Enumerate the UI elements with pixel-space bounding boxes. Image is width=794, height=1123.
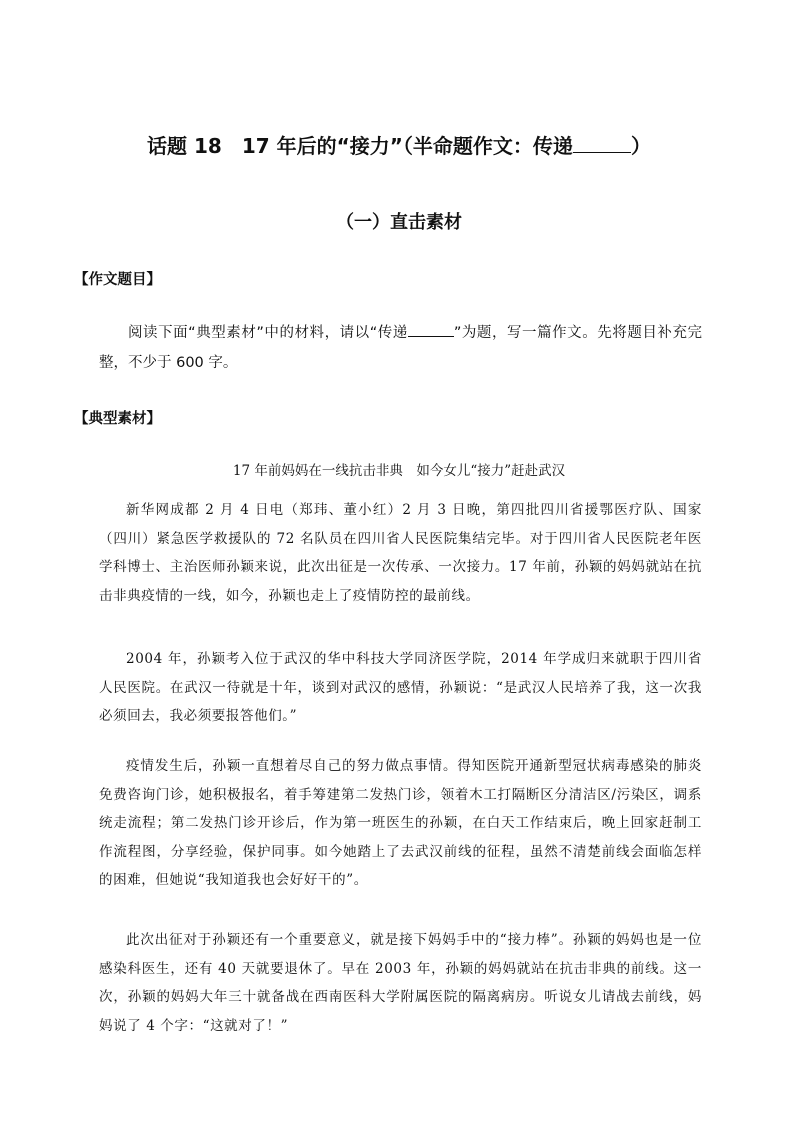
article-title: 17 年前妈妈在一线抗击非典 如今女儿“接力”赶赴武汉 (232, 463, 566, 479)
article-paragraph: 2004 年，孙颖考入位于武汉的华中科技大学同济医学院，2014 年学成归来就职于四川省人民医院。在武汉一待就是十年，谈到对武汉的感情，孙颖说：“是武汉人民培养了我，这一次我必须回去，我必须要报答他们。” (99, 651, 702, 724)
article-paragraph: 新华网成都 2 月 4 日电（郑玮、董小红）2 月 3 日晚，第四批四川省援鄂医疗队、国家（四川）紧急医学救援队的 72 名队员在四川省人民医院集结完毕。对于四川省人民医院老年医学科博士、主治医师孙颖来说，此次出征是一次传承、一次接力。17 年前，孙颖的妈妈就站在抗击非典疫情的一线，如今，孙颖也走上了疫情防控的最前线。 (99, 502, 702, 604)
title-closing: ） (630, 134, 651, 158)
prompt-heading: 【作文题目】 (74, 272, 161, 288)
prompt-text-rest: ”为题，写一篇作文。先将题目补充完整，不少于 600 字。 (99, 325, 702, 371)
title-text: 话题 18 17 年后的“接力”（半命题作文：传递 (147, 134, 573, 158)
prompt-text: 阅读下面“典型素材”中的材料，请以“传递 (128, 325, 408, 341)
section-subtitle: （一）直击素材 (336, 212, 462, 233)
article-paragraph: 疫情发生后，孙颖一直想着尽自己的努力做点事情。得知医院开通新型冠状病毒感染的肺炎免费咨询门诊，她积极报名，着手筹建第二发热门诊，领着木工打隔断区分清洁区/污染区，调系统走流程；第二发热门诊开诊后，作为第一班医生的孙颖，在白天工作结束后，晚上回家赶制工作流程图，分享经验，保护同事。如今她踏上了去武汉前线的征程，虽然不清楚前线会面临怎样的困难，但她说“我知道我也会好好干的”。 (99, 758, 702, 888)
article-paragraph: 此次出征对于孙颖还有一个重要意义，就是接下妈妈手中的“接力棒”。孙颖的妈妈也是一位感染科医生，还有 40 天就要退休了。早在 2003 年，孙颖的妈妈就站在抗击非典的前线。这一次，孙颖的妈妈大年三十就备战在西南医科大学附属医院的隔离病房。听说女儿请战去前线，妈妈说了 4 个字：“这就对了！” (99, 932, 702, 1034)
prompt-blank (408, 322, 454, 337)
essay-prompt (99, 318, 702, 378)
material-heading: 【典型素材】 (74, 411, 161, 427)
title-blank (573, 132, 631, 153)
document-title (99, 132, 699, 160)
